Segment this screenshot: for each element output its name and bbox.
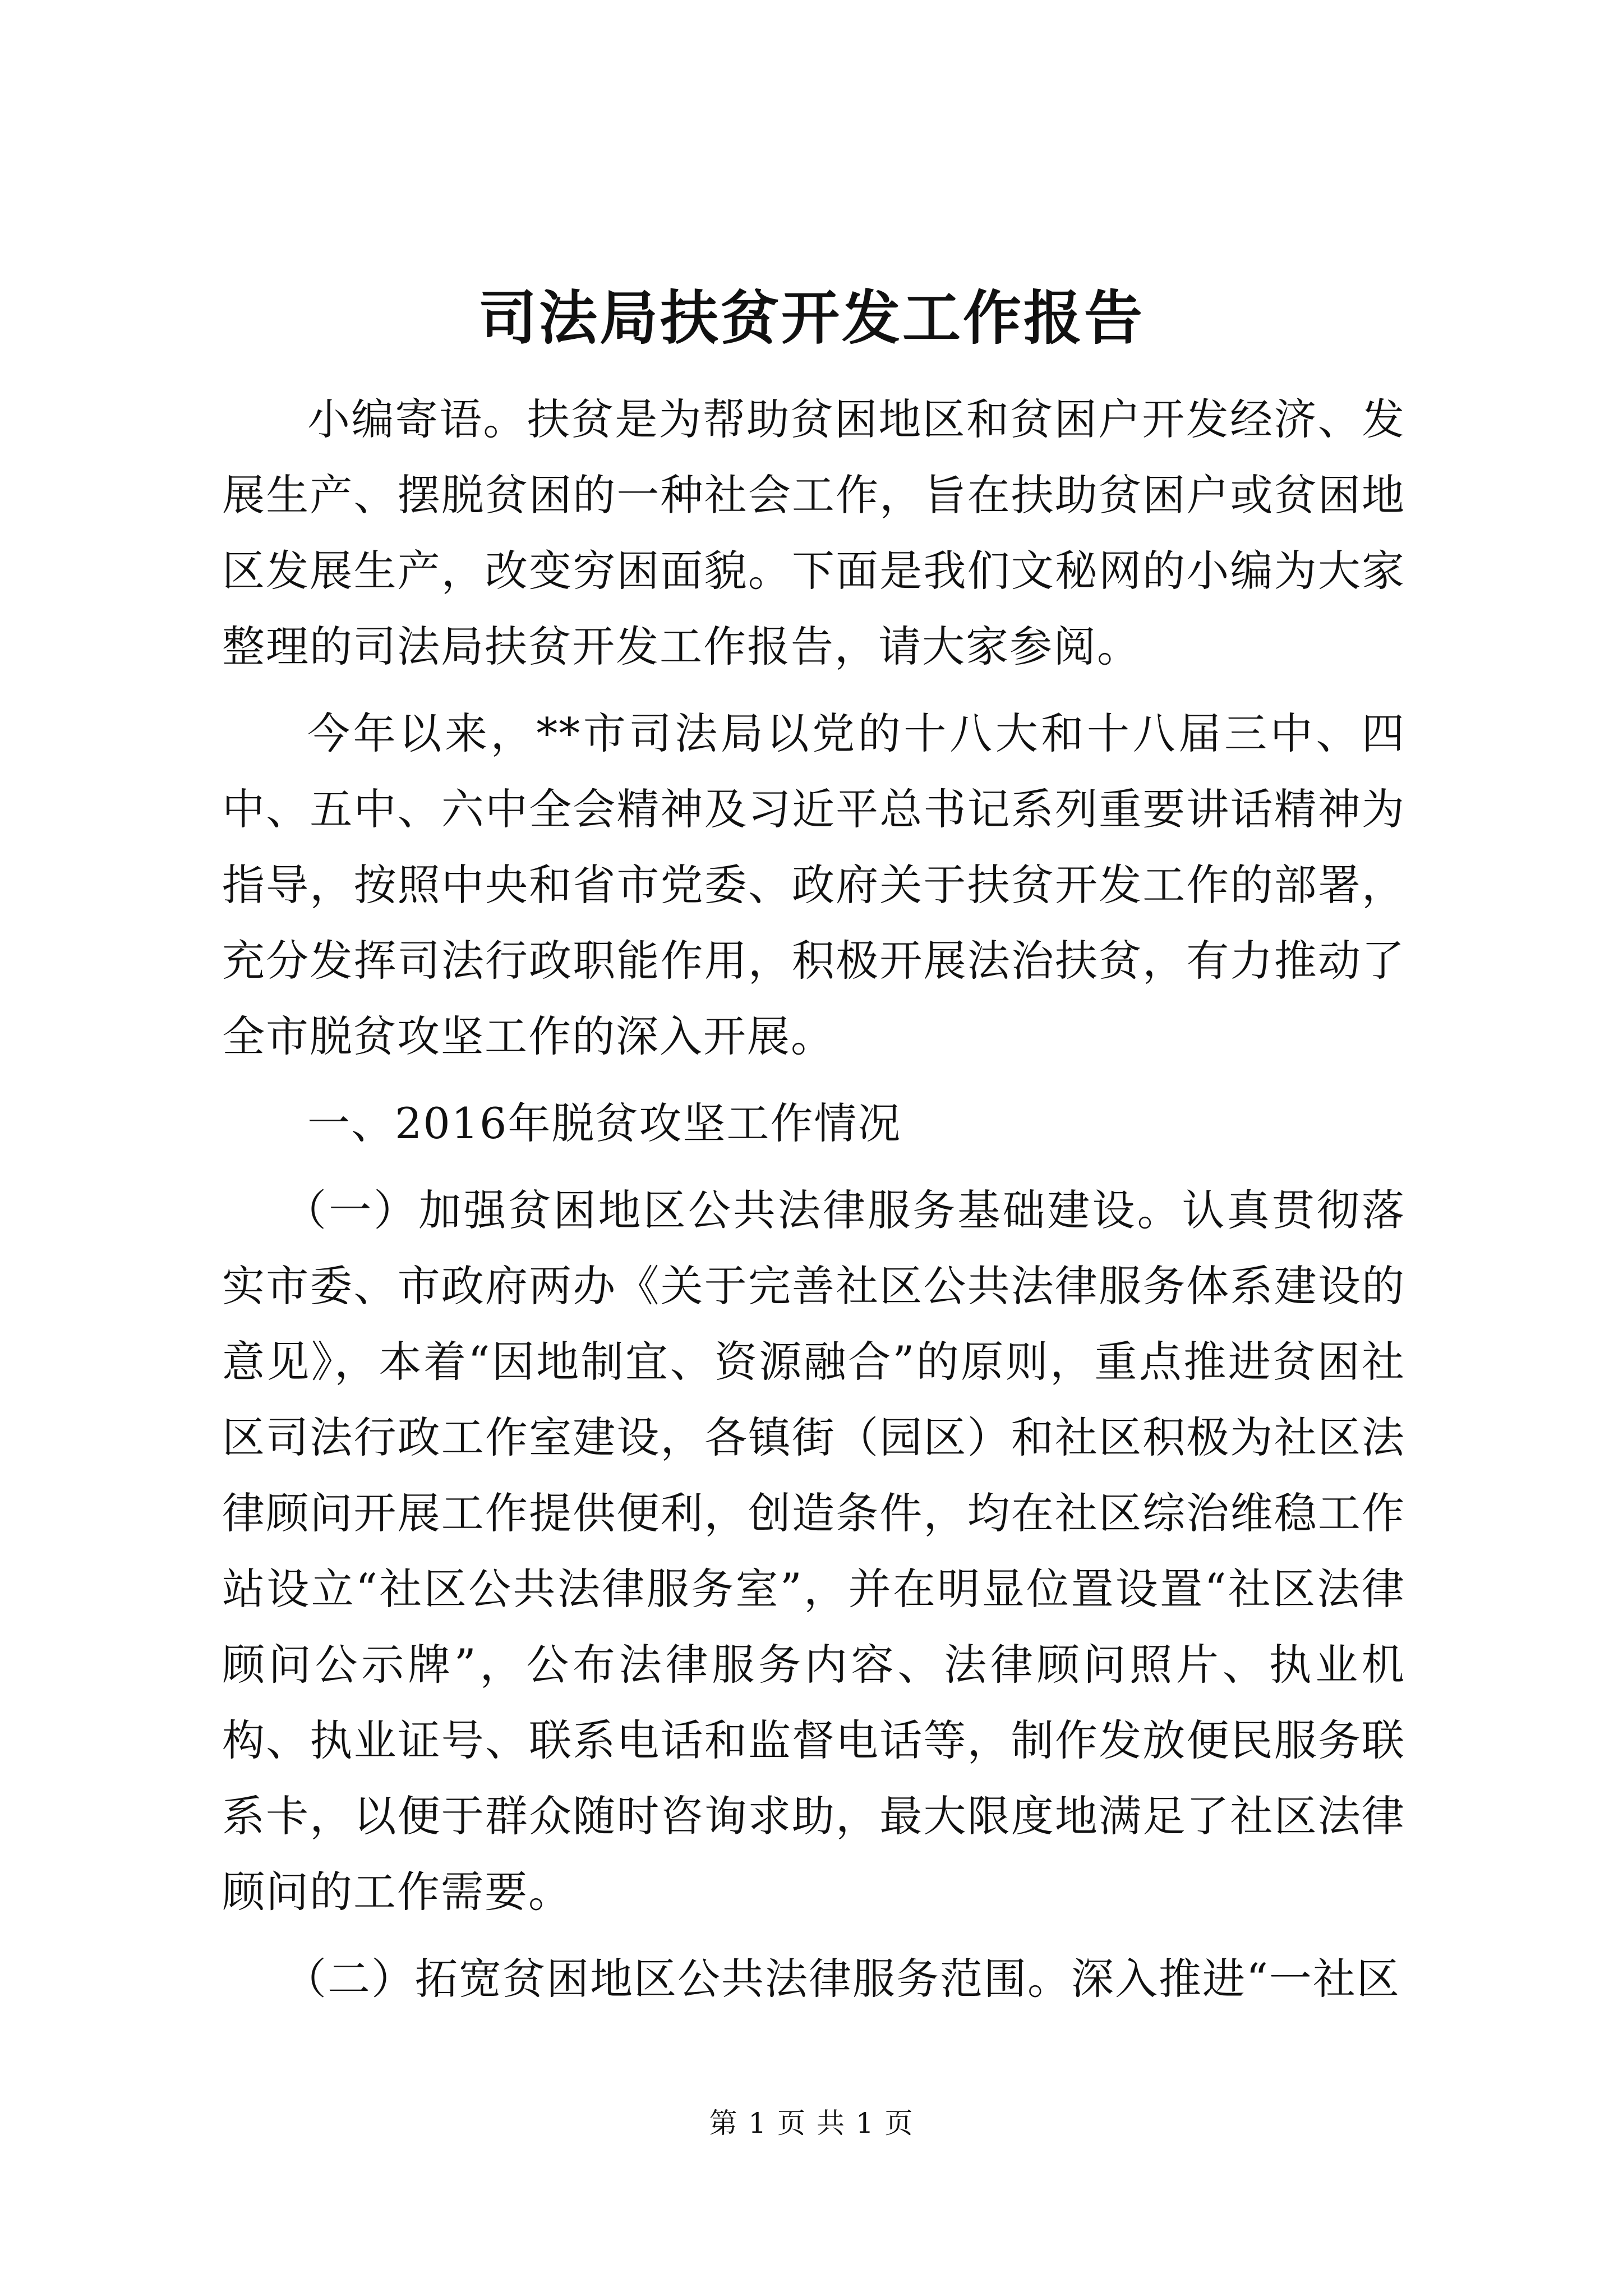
section-heading: 一、2016年脱贫攻坚工作情况 (307, 1098, 902, 1148)
paragraph-overview: 今年以来，**市司法局以党的十八大和十八届三中、四中、五中、六中全会精神及习近平总书记系列重要讲话精神为指导，按照中央和省市党委、政府关于扶贫开发工作的部署，充分发挥司法行政职能作用，积极开展法治扶贫，有力推动了全市脱贫攻坚工作的深入开展。 (222, 708, 1405, 1061)
document-body (222, 381, 1405, 2028)
paragraph-item-1: （一）加强贫困地区公共法律服务基础建设。认真贯彻落实市委、市政府两办《关于完善社区公共法律服务体系建设的意见》，本着“因地制宜、资源融合”的原则，重点推进贫困社区司法行政工作室建设，各镇街（园区）和社区积极为社区法律顾问开展工作提供便利，创造条件，均在社区综治维稳工作站设立“社区公共法律服务室”，并在明显位置设置“社区法律顾问公示牌”，公布法律服务内容、法律顾问照片、执业机构、执业证号、联系电话和监督电话等，制作发放便民服务联系卡，以便于群众随时咨询求助，最大限度地满足了社区法律顾问的工作需要。 (222, 1185, 1405, 1917)
paragraph-item-2: （二）拓宽贫困地区公共法律服务范围。深入推进“一社区 (284, 1954, 1400, 2004)
page-footer: 第 1 页 共 1 页 (709, 2107, 914, 2139)
paragraph-intro: 小编寄语。扶贫是为帮助贫困地区和贫困户开发经济、发展生产、摆脱贫困的一种社会工作，旨在扶助贫困户或贫困地区发展生产，改变穷困面貌。下面是我们文秘网的小编为大家整理的司法局扶贫开发工作报告，请大家参阅。 (222, 394, 1405, 671)
document-title: 司法局扶贫开发工作报告 (478, 283, 1145, 352)
